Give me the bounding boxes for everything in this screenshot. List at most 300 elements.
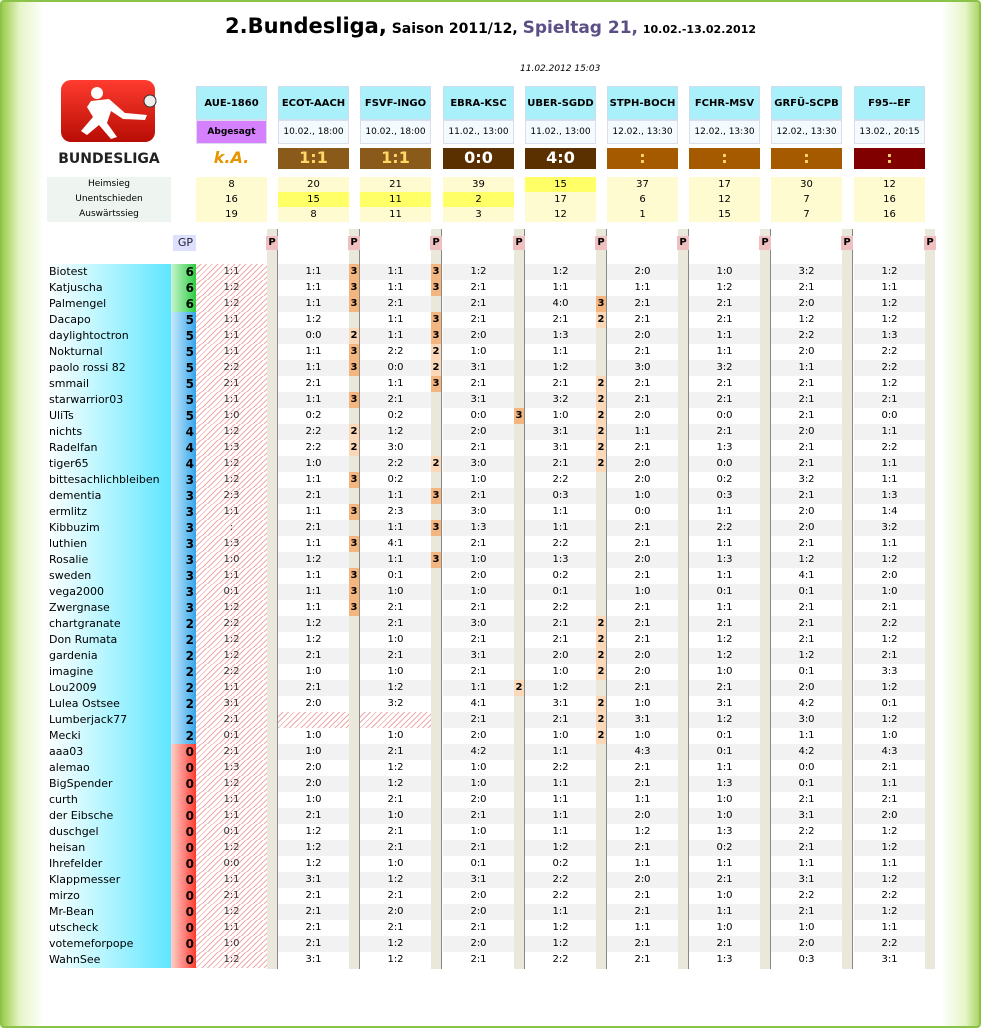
tip-cell: 2:0	[771, 424, 842, 440]
tip-cell: 2:1	[716, 378, 733, 389]
tip-cell: 1:0	[443, 584, 514, 600]
match-team-header: ECOT-AACH	[278, 86, 349, 120]
matchday-label: Spieltag 21,	[522, 18, 638, 38]
tip-cell: 4:3	[607, 744, 678, 760]
tip-points: 3	[349, 280, 359, 296]
tip-cell: 2:1	[470, 954, 487, 965]
player-gp: 2	[171, 680, 196, 696]
stat-value: 39	[472, 179, 485, 190]
tip-cell: 2:1	[525, 616, 596, 632]
match-team-header: EBRA-KSC	[443, 86, 514, 120]
tip-cell: 1:0	[305, 666, 322, 677]
tip-cell: 1:1	[552, 794, 569, 805]
tip-cell: 0:1	[771, 776, 842, 792]
stat-value: 15	[718, 209, 731, 220]
match-result: 4:0	[525, 148, 596, 169]
points-header: P	[595, 236, 607, 250]
tip-cell: 1:1	[607, 424, 678, 440]
tip-cell: 2:1	[470, 922, 487, 933]
match-stats	[525, 177, 596, 222]
tip-cell: 1:0	[387, 634, 404, 645]
tip-cell: 2:1	[470, 538, 487, 549]
tip-cell: 1:1	[716, 570, 733, 581]
tip-cell: 2:1	[607, 616, 678, 632]
tip-points: 2	[349, 328, 359, 344]
tip-points: 2	[349, 440, 359, 456]
tip-cell: 2:1	[552, 314, 569, 325]
tip-points: 3	[349, 296, 359, 312]
tip-cell: 0:1	[196, 824, 267, 840]
player-name: Mecki	[47, 728, 171, 744]
tip-cell: 4:1	[798, 570, 815, 581]
tip-cell: 2:1	[689, 872, 760, 888]
tip-cell: 2:1	[387, 602, 404, 613]
player-name: smmail	[47, 376, 171, 392]
tip-cell: 2:0	[443, 904, 514, 920]
player-gp: 4	[171, 456, 196, 472]
player-gp: 4	[171, 424, 196, 440]
stat-value: 16	[883, 194, 896, 205]
tip-cell: 2:2	[196, 664, 267, 680]
tip-cell: 2:1	[278, 936, 349, 952]
tip-cell: 2:1	[552, 378, 569, 389]
tip-cell: 2:2	[689, 520, 760, 536]
tip-cell: 0:3	[689, 488, 760, 504]
tip-cell: 1:2	[278, 552, 349, 568]
player-name: Mr-Bean	[47, 904, 171, 920]
tip-cell: 3:1	[443, 872, 514, 888]
tip-cell: 0:2	[387, 474, 404, 485]
tip-cell: 0:0	[798, 762, 815, 773]
tip-cell: 2:1	[278, 488, 349, 504]
tip-cell: 1:2	[196, 776, 267, 792]
player-gp: 5	[171, 328, 196, 344]
match-team-header: FCHR-MSV	[689, 86, 760, 120]
tip-cell: 1:1	[305, 346, 322, 357]
player-gp: 3	[171, 504, 196, 520]
stat-value: 8	[228, 179, 235, 190]
player-name: Palmengel	[47, 296, 171, 312]
match-result: 1:1	[360, 148, 431, 169]
player-name: starwarrior03	[47, 392, 171, 408]
tip-cell: 1:2	[196, 424, 267, 440]
tip-cell: 1:2	[634, 826, 651, 837]
tip-cell: 1:3	[196, 536, 267, 552]
tip-points: 2	[596, 312, 606, 328]
tip-cell: 1:1	[196, 264, 267, 280]
tip-cell: 2:1	[798, 442, 815, 453]
tip-cell: 1:1	[387, 282, 404, 293]
tip-cell: 1:0	[196, 408, 267, 424]
player-name: Kibbuzim	[47, 520, 171, 536]
tip-cell: 1:1	[552, 346, 569, 357]
tip-cell: 0:1	[881, 698, 898, 709]
tip-points: 2	[596, 648, 606, 664]
tip-cell: 4:2	[798, 698, 815, 709]
tip-points: 2	[596, 712, 606, 728]
points-column	[678, 229, 688, 969]
tip-cell: 2:1	[798, 538, 815, 549]
tip-cell: 3:0	[387, 442, 404, 453]
tip-cell: 2:1	[196, 376, 267, 392]
tip-cell: 2:1	[387, 826, 404, 837]
tip-cell: 1:0	[607, 584, 678, 600]
match-kickoff: 10.02., 18:00	[278, 120, 349, 144]
tip-cell: 3:1	[525, 424, 596, 440]
tip-cell: 2:1	[689, 936, 760, 952]
tip-cell: 1:1	[881, 858, 898, 869]
tip-cell: 2:1	[470, 314, 487, 325]
tip-cell: 1:2	[196, 632, 267, 648]
tip-cell: 1:0	[716, 890, 733, 901]
tip-cell: 4:1	[387, 538, 404, 549]
player-gp: 0	[171, 792, 196, 808]
tip-points: 2	[431, 456, 441, 472]
tip-cell: 1:0	[360, 808, 431, 824]
tip-cell: 2:1	[443, 488, 514, 504]
stat-value: 11	[389, 209, 402, 220]
tip-cell: 1:3	[525, 328, 596, 344]
tip-points: 3	[349, 472, 359, 488]
player-gp: 0	[171, 840, 196, 856]
match-result: :	[607, 148, 678, 169]
tip-cell: 1:2	[771, 552, 842, 568]
tip-cell: 1:1	[798, 730, 815, 741]
match-kickoff: 13.02., 20:15	[854, 120, 925, 144]
tip-cell: 1:1	[360, 552, 431, 568]
tip-cell: 2:1	[634, 570, 651, 581]
tip-cell: 0:0	[634, 506, 651, 517]
tip-points: 2	[596, 664, 606, 680]
tip-cell: 2:1	[881, 602, 898, 613]
tip-cell: 1:4	[881, 506, 898, 517]
tip-cell: 2:1	[360, 392, 431, 408]
tip-cell: 1:0	[443, 776, 514, 792]
tip-cell: 2:1	[854, 392, 925, 408]
tip-cell: 2:1	[525, 456, 596, 472]
tip-cell: 3:1	[881, 954, 898, 965]
tip-cell: 3:0	[470, 506, 487, 517]
tip-cell: 2:1	[278, 648, 349, 664]
page-title	[0, 14, 981, 38]
season-label: Saison 2011/12,	[391, 21, 518, 37]
player-gp: 6	[171, 264, 196, 280]
tip-cell: 1:1	[552, 282, 569, 293]
tip-cell: 1:2	[854, 680, 925, 696]
tip-cell: 0:0	[689, 456, 760, 472]
stat-value: 15	[278, 192, 349, 207]
tip-cell: 1:2	[387, 762, 404, 773]
player-name: heisan	[47, 840, 171, 856]
tip-cell: 1:1	[196, 344, 267, 360]
tip-cell: 2:1	[881, 794, 898, 805]
tip-cell: 0:1	[689, 744, 760, 760]
tip-cell: 1:1	[552, 506, 569, 517]
tip-cell: 2:0	[470, 890, 487, 901]
tip-cell: 2:2	[881, 346, 898, 357]
tip-cell: 2:1	[443, 840, 514, 856]
tip-cell: 2:1	[854, 648, 925, 664]
tip-cell: 1:2	[854, 552, 925, 568]
tip-cell: 1:2	[771, 648, 842, 664]
player-name: Zwergnase	[47, 600, 171, 616]
tip-cell: 2:0	[634, 474, 651, 485]
tip-cell: 2:1	[689, 296, 760, 312]
match-stats	[196, 177, 267, 222]
player-name: Katjuscha	[47, 280, 171, 296]
tip-cell: 1:2	[360, 776, 431, 792]
tip-cell: 2:0	[771, 936, 842, 952]
tip-cell: 3:1	[716, 698, 733, 709]
tip-cell: 2:2	[387, 346, 404, 357]
player-name: der Eibsche	[47, 808, 171, 824]
tip-cell: 2:1	[607, 296, 678, 312]
player-name: Klappmesser	[47, 872, 171, 888]
points-header: P	[924, 236, 936, 250]
match-stats	[689, 177, 760, 222]
tip-cell: 1:2	[305, 314, 322, 325]
tip-cell: 1:0	[552, 666, 569, 677]
player-gp: 5	[171, 360, 196, 376]
player-gp: 3	[171, 552, 196, 568]
player-name: mirzo	[47, 888, 171, 904]
tip-cell: 2:1	[360, 616, 431, 632]
points-header: P	[677, 236, 689, 250]
tip-cell: 2:0	[634, 410, 651, 421]
tip-cell: 1:1	[716, 602, 733, 613]
tip-cell: 1:2	[881, 634, 898, 645]
tip-cell: 1:0	[196, 936, 267, 952]
tip-cell: 2:1	[798, 282, 815, 293]
tip-cell: 1:0	[634, 698, 651, 709]
tip-cell: 0:1	[716, 730, 733, 741]
stat-label-draw: Unentschieden	[75, 194, 143, 204]
player-gp: 0	[171, 776, 196, 792]
tip-cell: 2:1	[470, 282, 487, 293]
player-gp: 0	[171, 760, 196, 776]
tip-cell: 3:1	[305, 954, 322, 965]
match-kickoff: 11.02., 13:00	[443, 120, 514, 144]
tip-cell: 1:1	[771, 360, 842, 376]
tip-cell: 1:1	[196, 568, 267, 584]
player-gp: 6	[171, 296, 196, 312]
tip-cell: 3:2	[689, 360, 760, 376]
tip-cell: 1:2	[854, 712, 925, 728]
tip-cell: 0:3	[525, 488, 596, 504]
tip-cell: 1:0	[305, 794, 322, 805]
date-range: 10.02.-13.02.2012	[642, 23, 757, 36]
player-gp: 5	[171, 408, 196, 424]
match-result: :	[854, 148, 925, 169]
tip-cell: 1:2	[798, 314, 815, 325]
match-result: 0:0	[443, 148, 514, 169]
tip-cell: 0:1	[387, 570, 404, 581]
tip-cell: 1:2	[305, 858, 322, 869]
tip-cell: 2:1	[607, 904, 678, 920]
tip-cell: 1:1	[716, 762, 733, 773]
tip-cell: 1:0	[470, 346, 487, 357]
tip-cell: 2:2	[552, 954, 569, 965]
tip-cell: :	[196, 520, 267, 536]
points-header: P	[513, 236, 525, 250]
tip-cell: 2:1	[689, 424, 760, 440]
match-stats	[607, 177, 678, 222]
tip-cell: 3:1	[443, 360, 514, 376]
tip-cell: 2:1	[470, 442, 487, 453]
tip-cell: 4:3	[854, 744, 925, 760]
tip-cell: 2:1	[360, 840, 431, 856]
tip-cell: 1:0	[443, 552, 514, 568]
tip-cell: 1:1	[716, 346, 733, 357]
tip-cell: 2:0	[470, 570, 487, 581]
match-stats	[360, 177, 431, 222]
tip-cell	[278, 712, 349, 728]
tip-cell: 1:3	[716, 954, 733, 965]
tip-cell: 1:1	[525, 904, 596, 920]
tip-cell: 2:1	[716, 314, 733, 325]
tip-cell: 1:1	[305, 570, 322, 581]
tip-cell: 1:2	[525, 680, 596, 696]
tip-cell: 2:0	[360, 904, 431, 920]
tip-cell: 1:1	[360, 264, 431, 280]
tip-cell: 1:3	[854, 328, 925, 344]
tip-cell: 1:2	[716, 634, 733, 645]
player-gp: 3	[171, 472, 196, 488]
tip-cell: 3:0	[771, 712, 842, 728]
tip-points: 2	[596, 616, 606, 632]
tip-points: 2	[431, 344, 441, 360]
player-name: curth	[47, 792, 171, 808]
tip-cell: 2:0	[798, 346, 815, 357]
tip-points: 3	[349, 504, 359, 520]
stat-value: 19	[225, 209, 238, 220]
tip-cell: 1:2	[196, 840, 267, 856]
tip-cell: 2:2	[552, 474, 569, 485]
tip-cell: 0:0	[881, 410, 898, 421]
tip-cell: 2:0	[607, 648, 678, 664]
tip-cell: 2:1	[607, 392, 678, 408]
player-name: chartgranate	[47, 616, 171, 632]
player-name: Radelfan	[47, 440, 171, 456]
tip-cell: 0:2	[387, 410, 404, 421]
tip-cell: 1:0	[470, 474, 487, 485]
stat-value: 6	[639, 194, 646, 205]
tip-cell: 2:1	[634, 314, 651, 325]
player-gp: 3	[171, 584, 196, 600]
tip-cell: 1:1	[634, 922, 651, 933]
points-column	[596, 229, 606, 969]
tip-cell: 3:2	[854, 520, 925, 536]
tip-cell: 2:1	[387, 922, 404, 933]
player-gp: 5	[171, 392, 196, 408]
match-stats	[854, 177, 925, 222]
player-name: votemeforpope	[47, 936, 171, 952]
tip-points: 2	[596, 392, 606, 408]
match-team-header: FSVF-INGO	[360, 86, 431, 120]
player-gp: 5	[171, 376, 196, 392]
tip-cell: 1:2	[196, 472, 267, 488]
tip-cell: 1:2	[525, 936, 596, 952]
player-gp: 0	[171, 888, 196, 904]
tip-cell: 2:2	[771, 328, 842, 344]
tip-cell: 1:1	[387, 314, 404, 325]
tip-cell: 0:2	[689, 840, 760, 856]
player-gp: 2	[171, 648, 196, 664]
tip-cell: 2:0	[607, 552, 678, 568]
tip-cell: 0:0	[360, 360, 431, 376]
points-column	[842, 229, 852, 969]
tip-cell: 2:1	[634, 602, 651, 613]
player-gp: 2	[171, 616, 196, 632]
tip-cell: 1:1	[278, 584, 349, 600]
stat-value: 37	[636, 179, 649, 190]
match-team-header: UBER-SGDD	[525, 86, 596, 120]
tip-cell: 1:1	[881, 282, 898, 293]
points-column	[925, 229, 935, 969]
player-gp: 3	[171, 568, 196, 584]
tip-cell: 2:0	[771, 520, 842, 536]
player-name: tiger65	[47, 456, 171, 472]
tip-cell: 1:3	[196, 440, 267, 456]
tip-cell: 2:1	[607, 936, 678, 952]
points-header: P	[430, 236, 442, 250]
tip-cell: 1:2	[881, 378, 898, 389]
tip-cell: 0:1	[196, 584, 267, 600]
tip-cell: 2:1	[634, 442, 651, 453]
match-kickoff: 12.02., 13:30	[689, 120, 760, 144]
tip-cell: 1:1	[196, 920, 267, 936]
tip-cell: 2:1	[607, 840, 678, 856]
tip-cell: 0:0	[716, 410, 733, 421]
player-name: paolo rossi 82	[47, 360, 171, 376]
player-name: UliTs	[47, 408, 171, 424]
tip-cell: 3:2	[798, 474, 815, 485]
tip-points: 3	[349, 600, 359, 616]
tip-cell: 1:2	[360, 680, 431, 696]
tip-cell: 1:1	[881, 922, 898, 933]
stat-value: 3	[475, 209, 482, 220]
stat-value: 15	[525, 177, 596, 192]
tip-cell: 1:3	[716, 826, 733, 837]
tip-cell: 0:2	[552, 858, 569, 869]
stat-value: 16	[883, 209, 896, 220]
tip-points: 2	[431, 360, 441, 376]
tip-cell: 2:1	[771, 904, 842, 920]
tip-cell: 1:2	[196, 296, 267, 312]
tip-cell: 2:2	[525, 872, 596, 888]
tip-cell: 3:1	[607, 712, 678, 728]
tip-cell: 1:1	[689, 904, 760, 920]
tip-cell: 1:2	[305, 634, 322, 645]
update-timestamp: 11.02.2012 15:03	[520, 64, 601, 74]
tip-cell: 2:0	[443, 424, 514, 440]
match-kickoff: 12.02., 13:30	[607, 120, 678, 144]
match-stats	[278, 177, 349, 222]
tip-points: 3	[431, 328, 441, 344]
tip-cell: 1:0	[305, 730, 322, 741]
tip-cell: 1:1	[196, 808, 267, 824]
tip-cell: 1:2	[854, 840, 925, 856]
tip-cell: 2:0	[525, 648, 596, 664]
tip-cell: 1:0	[689, 808, 760, 824]
tip-cell: 1:2	[525, 264, 596, 280]
tip-cell: 2:0	[443, 936, 514, 952]
tip-cell: 1:2	[196, 280, 267, 296]
bundesliga-logo-icon	[47, 77, 172, 172]
tip-cell: 3:2	[387, 698, 404, 709]
stat-value: 17	[718, 179, 731, 190]
tip-cell: 2:1	[278, 904, 349, 920]
